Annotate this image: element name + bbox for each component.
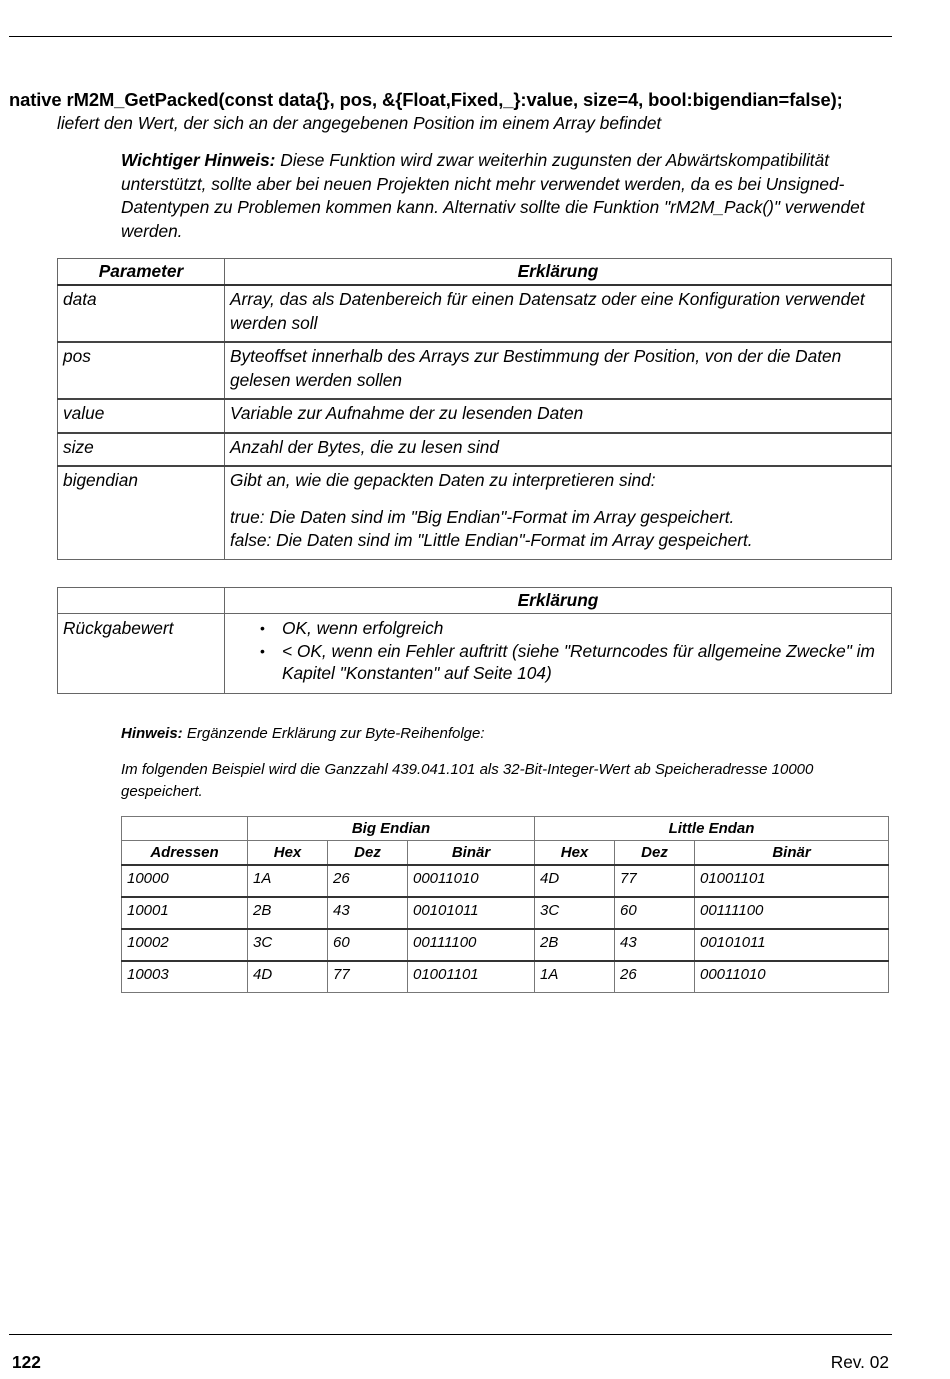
table-cell: 4D	[535, 865, 615, 897]
table-cell: 2B	[535, 929, 615, 961]
warning-label: Wichtiger Hinweis:	[121, 150, 276, 170]
table-row	[58, 433, 892, 467]
column-header: Binär	[408, 841, 535, 866]
column-header: Binär	[695, 841, 889, 866]
column-header: Hex	[248, 841, 328, 866]
param-desc-line: Gibt an, wie die gepackten Daten zu interpretieren sind:	[230, 470, 656, 490]
table-cell: 26	[328, 865, 408, 897]
warning-text: Diese Funktion wird zwar weiterhin zugunsten der Abwärtskompatibilität unterstützt, sollte aber bei neuen Projekten nicht mehr verwendet werden, da es bei Unsigned-Datentypen zu Problemen kommen kann. Alternativ sollte die Funktion "rM2M_Pack()" verwendet werden.	[121, 150, 865, 241]
table-cell: 01001101	[408, 961, 535, 993]
address-cell: 10000	[122, 865, 248, 897]
table-cell: 60	[615, 897, 695, 929]
table-cell: 3C	[248, 929, 328, 961]
table-cell: 26	[615, 961, 695, 993]
footer-rule	[9, 1334, 892, 1335]
table-cell: 77	[615, 865, 695, 897]
table-row	[122, 897, 889, 929]
explanation-column-header: Erklärung	[225, 259, 892, 286]
return-desc	[225, 614, 892, 694]
address-cell: 10002	[122, 929, 248, 961]
column-header: Dez	[328, 841, 408, 866]
param-name: bigendian	[58, 466, 225, 559]
param-desc: Array, das als Datenbereich für einen Datensatz oder eine Konfiguration verwendet werden soll	[225, 285, 892, 342]
function-description: liefert den Wert, der sich an der angegebenen Position im einem Array befindet	[57, 113, 662, 133]
little-endian-header: Little Endan	[535, 817, 889, 841]
param-desc-line: true: Die Daten sind im "Big Endian"-Format im Array gespeichert.	[230, 506, 735, 527]
return-table-header	[58, 588, 892, 614]
table-cell: 00101011	[408, 897, 535, 929]
param-desc: Anzahl der Bytes, die zu lesen sind	[225, 433, 892, 467]
page-number: 122	[12, 1352, 41, 1372]
table-cell: 00011010	[695, 961, 889, 993]
table-cell: 00101011	[695, 929, 889, 961]
column-header-row	[122, 841, 889, 866]
parameter-table-header	[58, 259, 892, 286]
header-rule	[9, 36, 892, 37]
table-row	[58, 466, 892, 559]
example-text: Im folgenden Beispiel wird die Ganzzahl 439.041.101 als 32-Bit-Integer-Wert ab Speicheradresse 10000 gespeichert.	[121, 761, 814, 800]
table-cell: 4D	[248, 961, 328, 993]
param-desc	[225, 466, 892, 559]
table-cell: 77	[328, 961, 408, 993]
table-cell: 43	[328, 897, 408, 929]
table-row	[58, 285, 892, 342]
group-header-row	[122, 817, 889, 841]
byte-order-note	[121, 723, 896, 745]
parameter-column-header: Parameter	[58, 259, 225, 286]
table-cell: 1A	[248, 865, 328, 897]
return-value-table	[57, 587, 892, 694]
explanation-column-header: Erklärung	[225, 588, 892, 614]
table-cell: 01001101	[695, 865, 889, 897]
table-cell: 3C	[535, 897, 615, 929]
table-row	[58, 399, 892, 433]
empty-header-cell	[58, 588, 225, 614]
table-cell: 00111100	[408, 929, 535, 961]
table-row	[122, 929, 889, 961]
return-label: Rückgabewert	[58, 614, 225, 694]
big-endian-header: Big Endian	[248, 817, 535, 841]
column-header: Dez	[615, 841, 695, 866]
warning-note	[121, 149, 896, 243]
table-row	[58, 342, 892, 399]
param-name: data	[58, 285, 225, 342]
table-cell: 00111100	[695, 897, 889, 929]
parameter-table	[57, 258, 892, 560]
list-item: • OK, wenn erfolgreich	[282, 617, 887, 640]
function-signature: native rM2M_GetPacked(const data{}, pos, &{Float,Fixed,_}:value, size=4, bool:bigendian=false);	[9, 89, 843, 110]
param-name: size	[58, 433, 225, 467]
return-list	[230, 617, 887, 685]
param-desc: Byteoffset innerhalb des Arrays zur Bestimmung der Position, von der die Daten gelesen werden sollen	[225, 342, 892, 399]
empty-header-cell	[122, 817, 248, 841]
table-cell: 1A	[535, 961, 615, 993]
table-row	[122, 961, 889, 993]
column-header: Adressen	[122, 841, 248, 866]
byte-order-table	[121, 816, 889, 993]
list-item: • < OK, wenn ein Fehler auftritt (siehe "Returncodes für allgemeine Zwecke" im Kapitel "Konstanten" auf Seite 104)	[282, 640, 887, 685]
table-cell: 43	[615, 929, 695, 961]
note-label: Hinweis:	[121, 725, 183, 742]
revision-label: Rev. 02	[830, 1352, 889, 1372]
param-desc-line: false: Die Daten sind im "Little Endian"-Format im Array gespeichert.	[230, 530, 753, 550]
note-text: Ergänzende Erklärung zur Byte-Reihenfolge:	[182, 725, 485, 742]
address-cell: 10003	[122, 961, 248, 993]
address-cell: 10001	[122, 897, 248, 929]
table-cell: 00011010	[408, 865, 535, 897]
param-desc: Variable zur Aufnahme der zu lesenden Daten	[225, 399, 892, 433]
table-cell: 60	[328, 929, 408, 961]
table-row	[58, 614, 892, 694]
param-name: pos	[58, 342, 225, 399]
table-row	[122, 865, 889, 897]
param-name: value	[58, 399, 225, 433]
column-header: Hex	[535, 841, 615, 866]
table-cell: 2B	[248, 897, 328, 929]
